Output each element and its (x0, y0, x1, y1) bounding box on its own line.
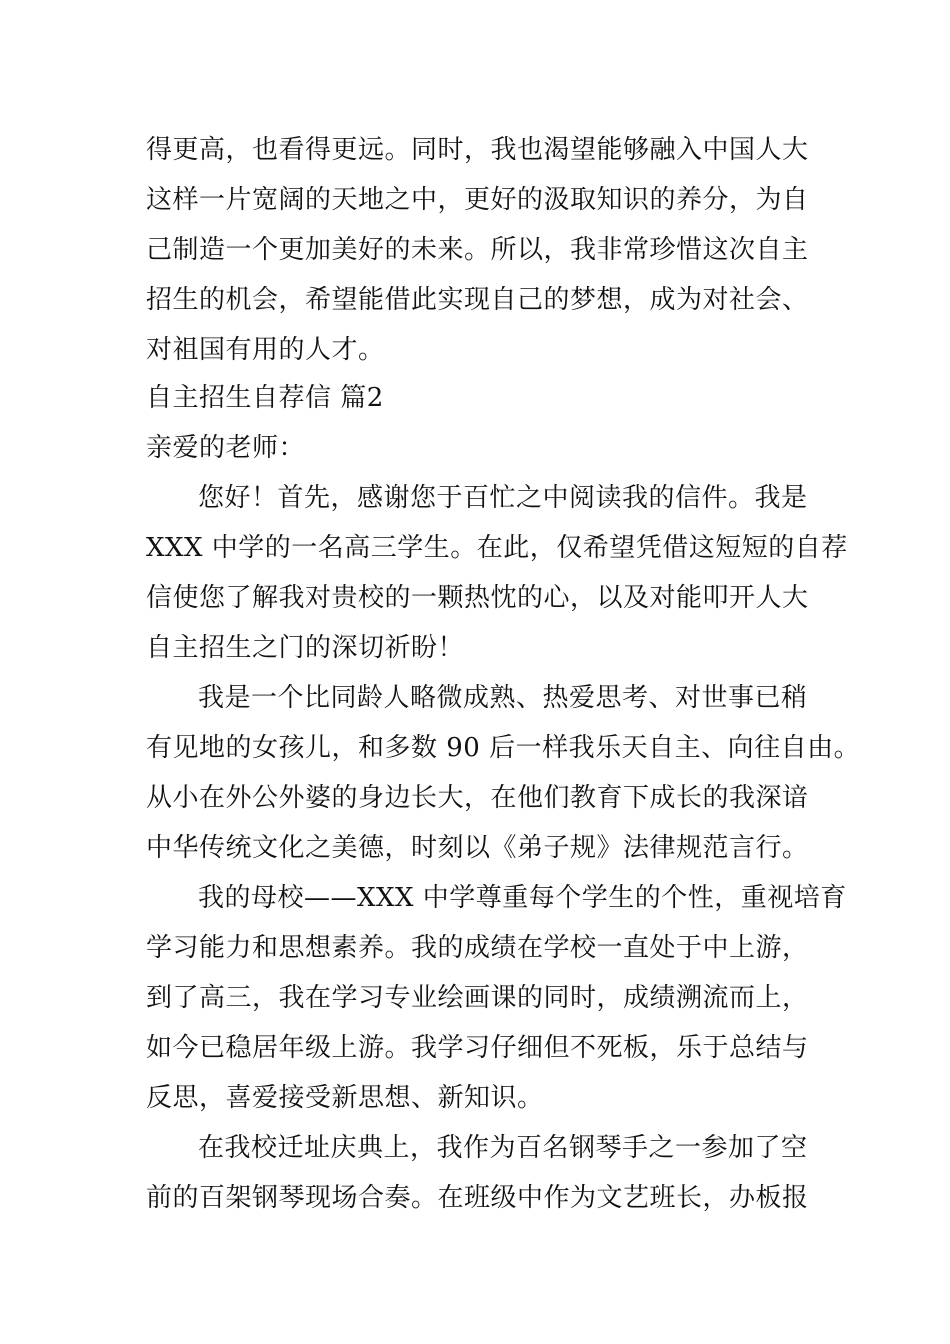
text-line: 到了高三，我在学习专业绘画课的同时，成绩溯流而上， (146, 983, 809, 1013)
text-line: 学习能力和思想素养。我的成绩在学校一直处于中上游， (146, 933, 809, 963)
paragraph-start: 我是一个比同龄人略微成熟、热爱思考、对世事已稍 (198, 683, 808, 713)
text-line: 这样一片宽阔的天地之中，更好的汲取知识的养分，为自 (146, 185, 809, 215)
text-line: 己制造一个更加美好的未来。所以，我非常珍惜这次自主 (146, 235, 809, 265)
paragraph-start: 您好！首先，感谢您于百忙之中阅读我的信件。我是 (198, 483, 808, 513)
text-line: 信使您了解我对贵校的一颗热忱的心，以及对能叩开人大 (146, 583, 809, 613)
text-line: 从小在外公外婆的身边长大，在他们教育下成长的我深谙 (146, 783, 809, 813)
paragraph-start: 我的母校——XXX 中学尊重每个学生的个性，重视培育 (198, 883, 847, 913)
text-line: 如今已稳居年级上游。我学习仔细但不死板，乐于总结与 (146, 1033, 809, 1063)
salutation: 亲爱的老师： (146, 433, 306, 463)
section-heading: 自主招生自荐信 篇2 (146, 383, 384, 413)
text-line: 自主招生之门的深切祈盼！ (146, 633, 465, 663)
paragraph-start: 在我校迁址庆典上，我作为百名钢琴手之一参加了空 (198, 1133, 808, 1163)
text-line: 反思，喜爱接受新思想、新知识。 (146, 1083, 544, 1113)
text-line: 招生的机会，希望能借此实现自己的梦想，成为对社会、 (146, 285, 809, 315)
text-line: 前的百架钢琴现场合奏。在班级中作为文艺班长，办板报 (146, 1183, 809, 1213)
text-line: 中华传统文化之美德，时刻以《弟子规》法律规范言行。 (146, 833, 809, 863)
text-line: XXX 中学的一名高三学生。在此，仅希望凭借这短短的自荐 (146, 533, 848, 563)
text-line: 对祖国有用的人才。 (146, 335, 385, 365)
text-line: 有见地的女孩儿，和多数 90 后一样我乐天自主、向往自由。 (146, 733, 861, 763)
text-line: 得更高，也看得更远。同时，我也渴望能够融入中国人大 (146, 135, 809, 165)
